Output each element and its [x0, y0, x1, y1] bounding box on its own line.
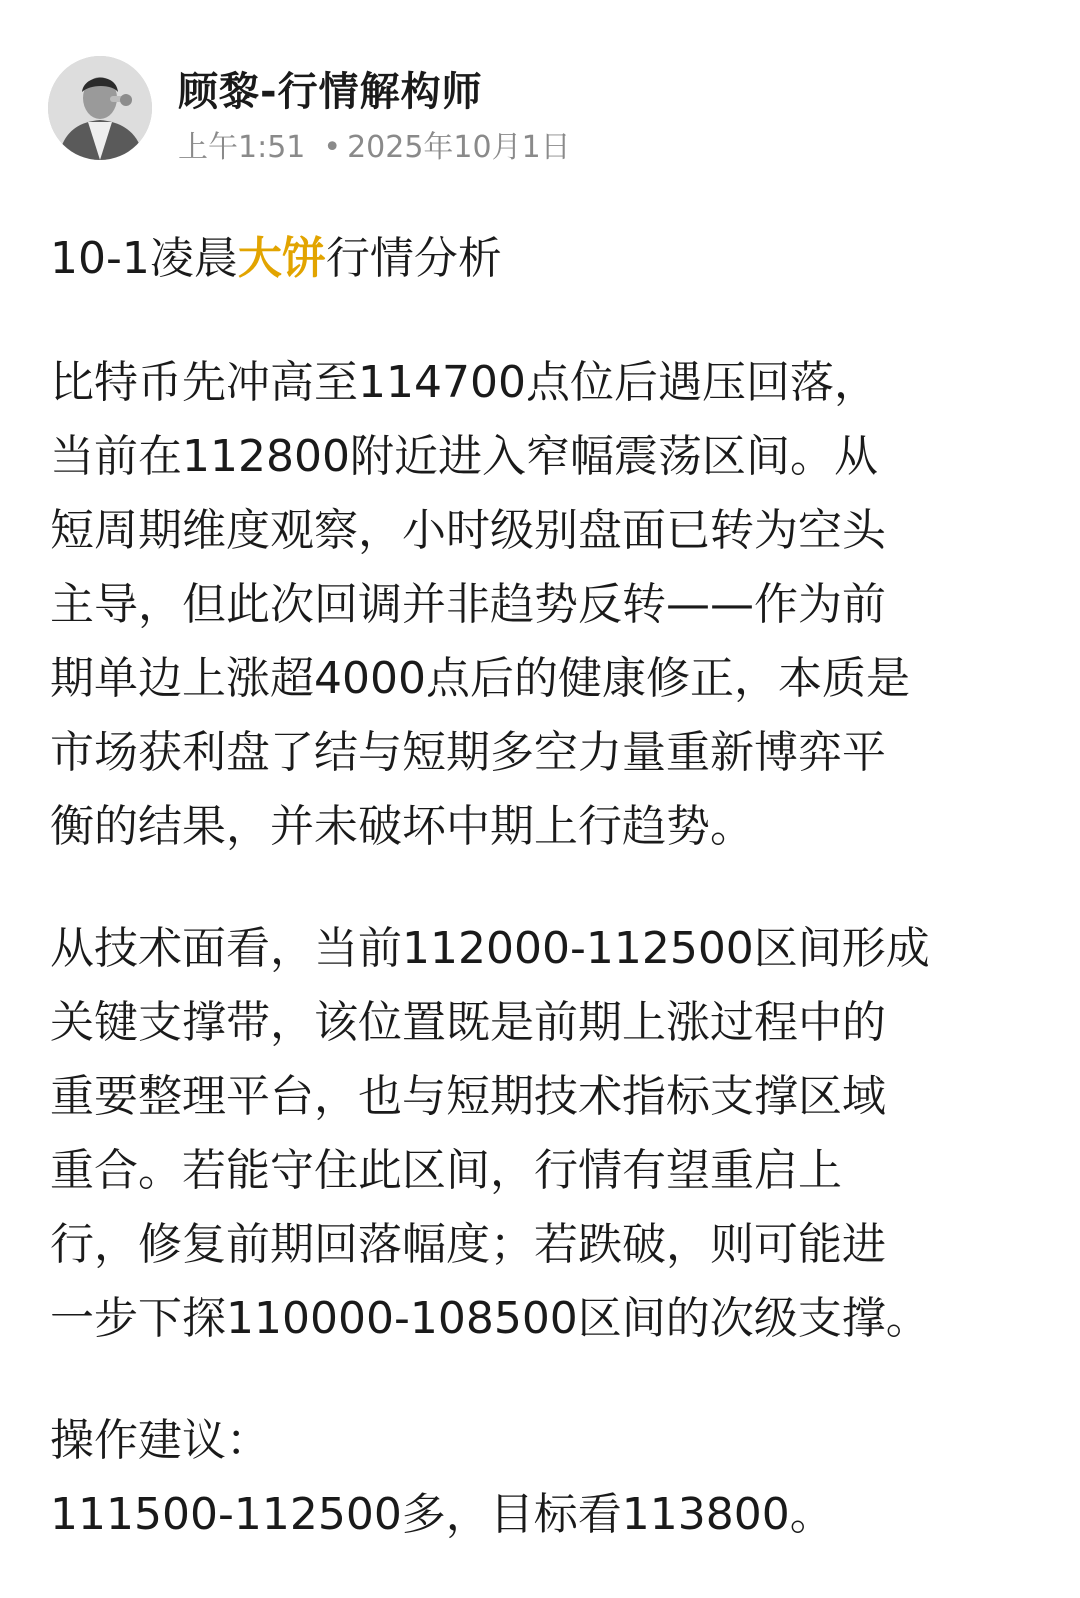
- paragraph-market-overview: [50, 346, 1020, 864]
- avatar-photo-icon: [48, 56, 152, 160]
- paragraph-line: 比特币先冲高至114700点位后遇压回落，: [50, 357, 878, 408]
- paragraph-line: 重合。若能守住此区间，行情有望重启上: [50, 1145, 842, 1196]
- paragraph-line: 衡的结果，并未破坏中期上行趋势。: [50, 801, 754, 852]
- paragraph-line: 短周期维度观察，小时级别盘面已转为空头: [50, 505, 886, 556]
- paragraph-line: 重要整理平台，也与短期技术指标支撑区域: [50, 1071, 886, 1122]
- meta-separator: •: [323, 130, 342, 165]
- paragraph-technical-analysis: [50, 912, 1020, 1356]
- post-header: [48, 56, 1038, 166]
- paragraph-line: 关键支撑带，该位置既是前期上涨过程中的: [50, 997, 886, 1048]
- title-prefix: 10-1凌晨: [50, 233, 238, 284]
- paragraph-line: 主导，但此次回调并非趋势反转——作为前: [50, 579, 886, 630]
- paragraph-line: 市场获利盘了结与短期多空力量重新博弈平: [50, 727, 886, 778]
- post-meta: [178, 122, 571, 166]
- post-date: 2025年10月1日: [347, 130, 571, 165]
- author-name[interactable]: 顾黎-行情解构师: [178, 69, 483, 115]
- paragraph-line: 一步下探110000-108500区间的次级支撑。: [50, 1293, 930, 1344]
- paragraph-line: 行，修复前期回落幅度；若跌破，则可能进: [50, 1219, 886, 1270]
- post-title: [50, 222, 502, 286]
- paragraph-line: 操作建议：: [50, 1415, 270, 1466]
- paragraph-line: 111500-112500多，目标看113800。: [50, 1489, 834, 1540]
- paragraph-trade-suggestion: [50, 1404, 1020, 1552]
- title-highlight: 大饼: [237, 233, 326, 284]
- paragraph-line: 期单边上涨超4000点后的健康修正，本质是: [50, 653, 910, 704]
- paragraph-line: 当前在112800附近进入窄幅震荡区间。从: [50, 431, 878, 482]
- paragraph-line: 从技术面看，当前112000-112500区间形成: [50, 923, 930, 974]
- avatar[interactable]: [48, 56, 152, 160]
- post-time: 上午1:51: [178, 130, 306, 165]
- title-suffix: 行情分析: [325, 233, 502, 284]
